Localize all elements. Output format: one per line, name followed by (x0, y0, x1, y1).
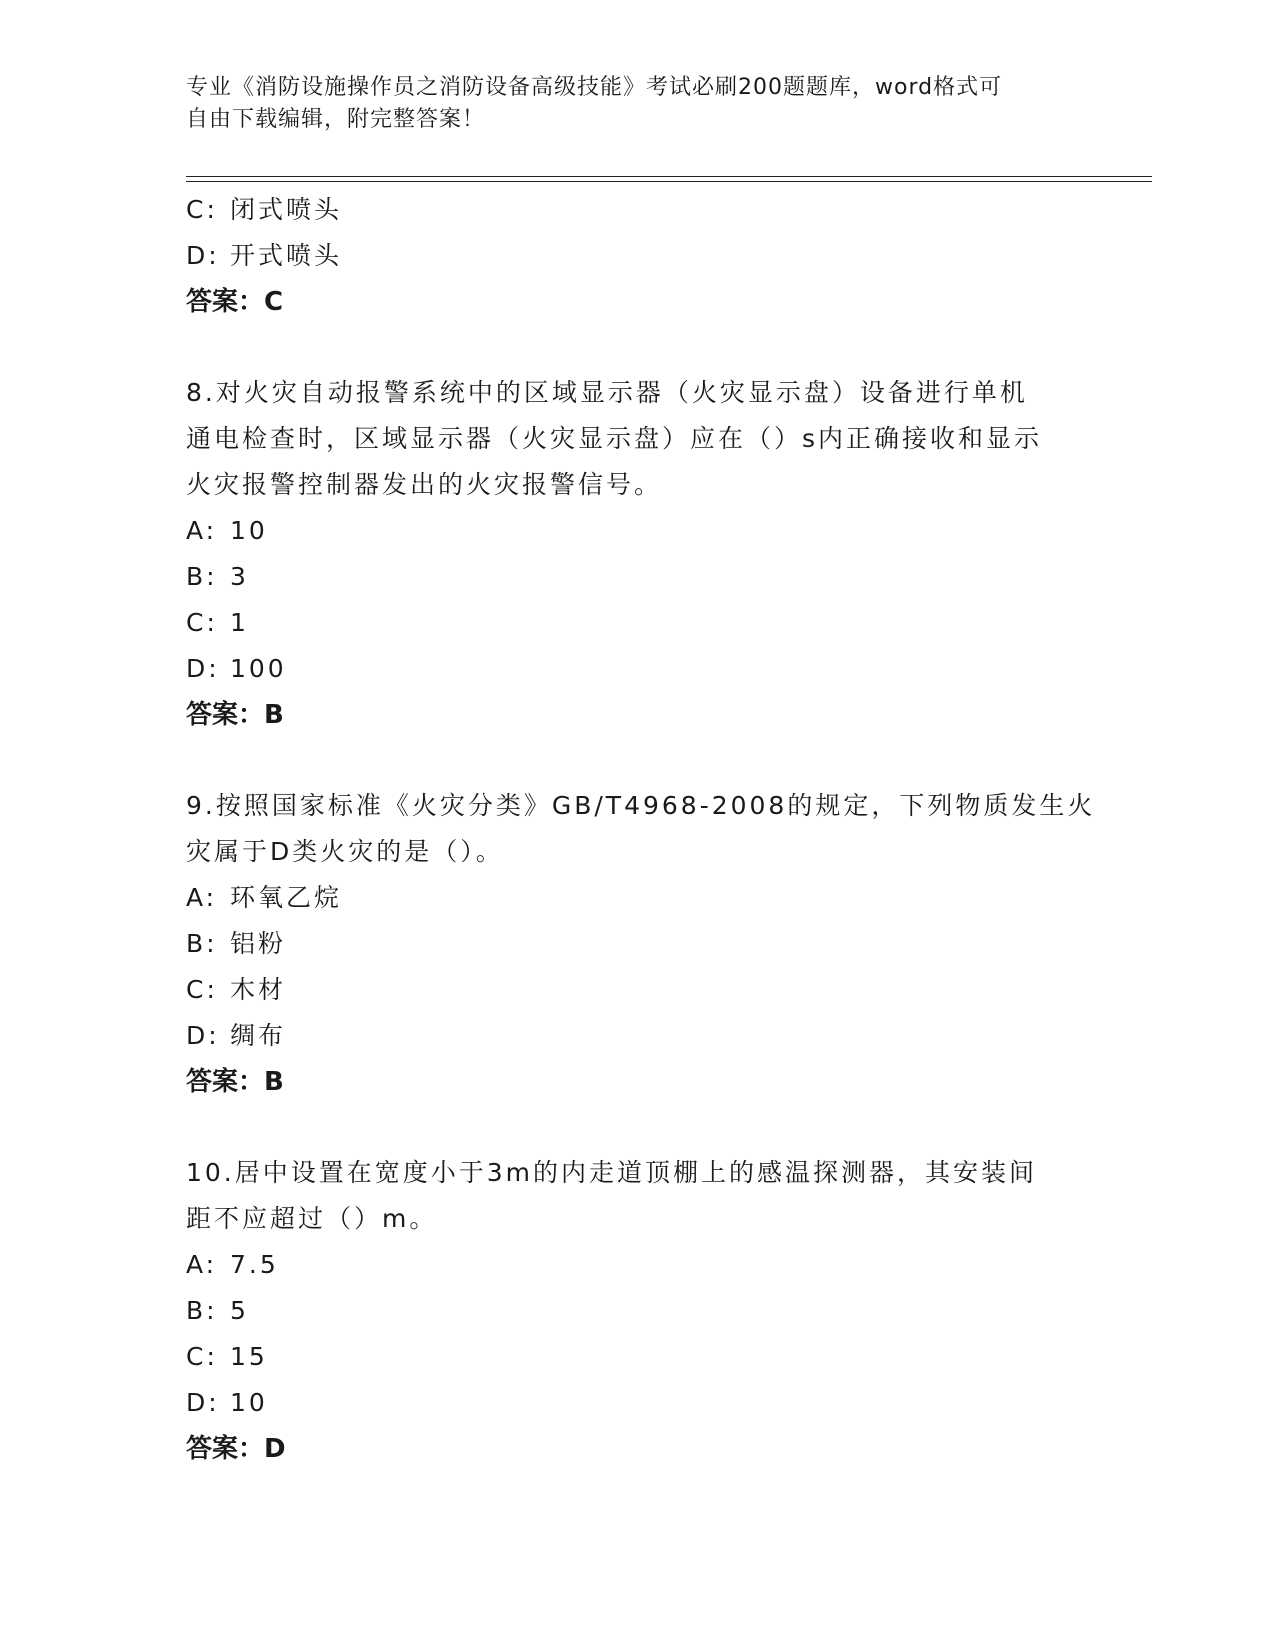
answer-line: 答案：D (186, 1434, 286, 1464)
option-text: 闭式喷头 (230, 195, 343, 224)
question-8 (186, 370, 1116, 738)
question-fragment (186, 187, 1116, 325)
option-d (186, 1380, 1116, 1426)
option-key: B: (186, 929, 218, 958)
option-text: 100 (230, 654, 287, 683)
option-c (186, 1334, 1116, 1380)
question-text: 9.按照国家标准《火灾分类》GB/T4968-2008的规定，下列物质发生火 (186, 791, 1096, 820)
option-key: D: (186, 1021, 220, 1050)
option-c (186, 600, 1116, 646)
option-key: D: (186, 241, 220, 270)
page-header (186, 72, 1086, 136)
option-text: 绸布 (230, 1021, 287, 1050)
question-10 (186, 1150, 1116, 1472)
option-text: 7.5 (230, 1250, 279, 1279)
option-text: 3 (230, 562, 249, 591)
question-text: 10.居中设置在宽度小于3m的内走道顶棚上的感温探测器，其安装间 (186, 1158, 1038, 1187)
option-a (186, 508, 1116, 554)
option-key: C: (186, 608, 218, 637)
option-c (186, 967, 1116, 1013)
question-text: 8.对火灾自动报警系统中的区域显示器（火灾显示盘）设备进行单机 (186, 378, 1028, 407)
option-d (186, 646, 1116, 692)
option-text: 10 (230, 1388, 268, 1417)
option-text: 10 (230, 516, 268, 545)
question-text: 距不应超过（）m。 (186, 1204, 438, 1233)
spacer (186, 738, 1116, 783)
option-key: A: (186, 516, 218, 545)
option-text: 5 (230, 1296, 249, 1325)
header-divider (186, 181, 1152, 182)
header-line: 自由下载编辑，附完整答案！ (186, 107, 486, 132)
option-c (186, 187, 1116, 233)
option-key: C: (186, 195, 218, 224)
option-key: B: (186, 562, 218, 591)
option-key: A: (186, 1250, 218, 1279)
option-text: 15 (230, 1342, 268, 1371)
option-text: 1 (230, 608, 249, 637)
option-d (186, 1013, 1116, 1059)
option-text: 环氧乙烷 (230, 883, 343, 912)
option-a (186, 1242, 1116, 1288)
question-text: 通电检查时，区域显示器（火灾显示盘）应在（）s内正确接收和显示 (186, 424, 1043, 453)
option-text: 开式喷头 (230, 241, 343, 270)
question-list (186, 187, 1116, 1472)
option-b (186, 1288, 1116, 1334)
option-b (186, 921, 1116, 967)
answer-line: 答案：B (186, 700, 284, 730)
option-b (186, 554, 1116, 600)
spacer (186, 325, 1116, 370)
option-key: C: (186, 1342, 218, 1371)
option-key: B: (186, 1296, 218, 1325)
question-text: 灾属于D类火灾的是（）。 (186, 837, 504, 866)
option-text: 木材 (230, 975, 287, 1004)
option-text: 铝粉 (230, 929, 287, 958)
question-9 (186, 783, 1116, 1105)
option-key: D: (186, 654, 220, 683)
spacer (186, 1105, 1116, 1150)
header-divider (186, 176, 1152, 177)
option-a (186, 875, 1116, 921)
header-line: 专业《消防设施操作员之消防设备高级技能》考试必刷200题题库，word格式可 (186, 75, 1003, 100)
answer-line: 答案：B (186, 1067, 284, 1097)
option-d (186, 233, 1116, 279)
option-key: C: (186, 975, 218, 1004)
answer-line: 答案：C (186, 287, 284, 317)
option-key: D: (186, 1388, 220, 1417)
option-key: A: (186, 883, 218, 912)
question-text: 火灾报警控制器发出的火灾报警信号。 (186, 470, 663, 499)
